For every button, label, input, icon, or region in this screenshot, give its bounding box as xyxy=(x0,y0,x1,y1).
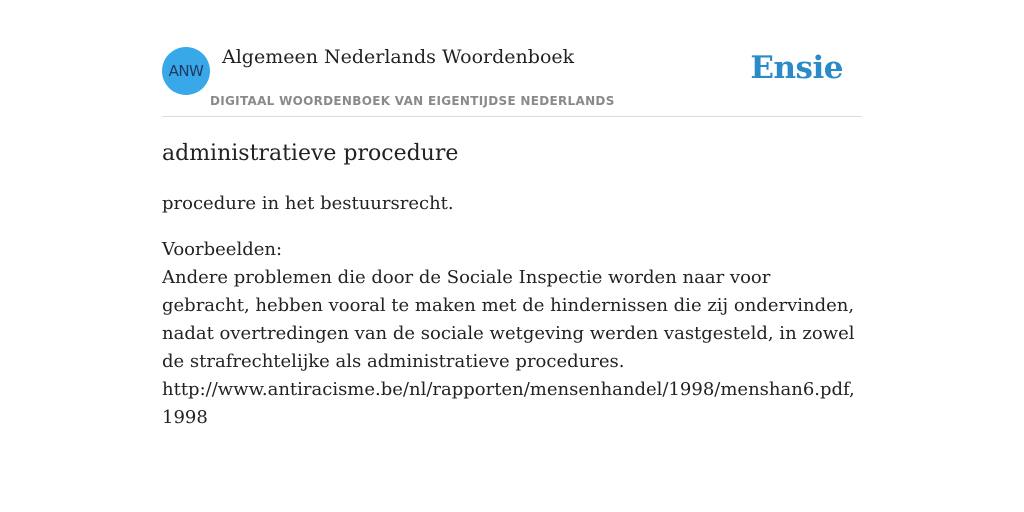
example-text: Andere problemen die door de Sociale Inspectie worden naar voor gebracht, hebben vooral te maken met de hindernissen die zij ondervinden, nadat overtredingen van de sociale wetgeving werden vastgesteld, in zowel de strafrechtelijke als administratieve procedures. xyxy=(162,267,855,372)
entry-title: administratieve procedure xyxy=(162,141,459,166)
example-source: http://www.antiracisme.be/nl/rapporten/mensenhandel/1998/menshan6.pdf, 1998 xyxy=(162,379,855,428)
site-subtitle: DIGITAAL WOORDENBOEK VAN EIGENTIJDSE NEDERLANDS xyxy=(210,94,615,108)
examples-section xyxy=(162,236,862,432)
anw-logo[interactable] xyxy=(162,47,210,95)
entry-content xyxy=(162,138,862,432)
site-header xyxy=(162,40,862,117)
ensie-brand-link[interactable]: Ensie xyxy=(750,50,843,86)
site-title[interactable]: Algemeen Nederlands Woordenboek xyxy=(222,46,575,68)
entry-definition: procedure in het bestuursrecht. xyxy=(162,193,454,214)
logo-text: ANW xyxy=(168,62,204,80)
examples-label: Voorbeelden: xyxy=(162,239,283,260)
